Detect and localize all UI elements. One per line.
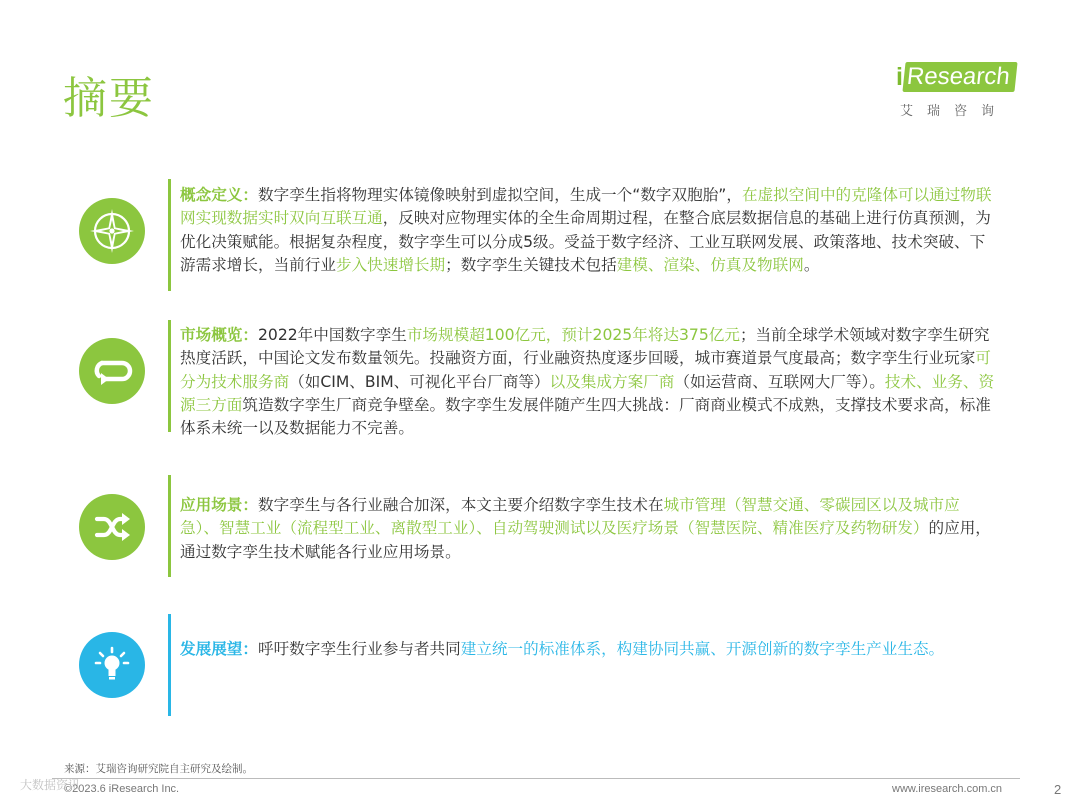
footer-divider (52, 778, 1020, 779)
text-run: 数字孪生与各行业融合加深，本文主要介绍数字孪生技术在 (257, 496, 664, 514)
section-bar (168, 475, 171, 577)
text-run: ；当前全球学术领域对数字孪生研究热度活跃，中国论文发布数量领先。投融资方面，行业融资热度逐步回暖，城市赛道景气度最高；数字孪生行业玩家 (180, 326, 990, 368)
text-run: 2022年中国数字孪生 (257, 326, 407, 344)
text-run: ；数字孪生关键技术包括 (445, 255, 617, 274)
shuffle-icon (79, 494, 145, 560)
website-url: www.iresearch.com.cn (892, 783, 1003, 795)
iresearch-logo (896, 60, 1026, 118)
logo-chinese: 艾瑞咨询 (900, 104, 1009, 119)
section-label: 发展展望： (180, 640, 258, 658)
highlight-run: 以及集成方案厂商 (549, 372, 675, 391)
text-run: 的应用，通过数字孪生技术赋能各行业应用场景。 (180, 519, 991, 561)
highlight-run: 技术、业务、资源三方面 (180, 372, 995, 414)
copyright: ©2023.6 iResearch Inc. (64, 783, 180, 795)
section-text (180, 638, 995, 661)
text-run: （如运营商、互联网大厂等）。 (674, 372, 885, 391)
page-number: 2 (1054, 782, 1062, 797)
text-run: 。 (803, 255, 820, 274)
text-run: （如CIM、BIM、可视化平台厂商等） (289, 372, 550, 391)
text-run: 筑造数字孪生厂商竞争壁垒。数字孪生发展伴随产生四大挑战：厂商商业模式不成熟，支撑技术要求高，标准体系未统一以及数据能力不完善。 (180, 395, 991, 438)
text-run: ，反映对应物理实体的全生命周期过程，在整合底层数据信息的基础上进行仿真预测，为优化决策赋能。根据复杂程度，数字孪生可以分成5级。受益于数字经济、工业互联网发展、政策落地、技术突破、下游需求增长，当前行业 (180, 209, 991, 274)
section-label: 应用场景： (180, 496, 258, 514)
section-text (180, 184, 995, 277)
lightbulb-icon (79, 632, 145, 698)
highlight-run: 城市管理（智慧交通、零碳园区以及城市应急）、智慧工业（流程型工业、离散型工业）、自动驾驶测试以及医疗场景（智慧医院、精准医疗及药物研发） (180, 496, 960, 538)
highlight-run: 建立统一的标准体系，构建协同共赢、开源创新的数字孪生产业生态。 (460, 640, 945, 658)
compass-icon (79, 198, 145, 264)
section-text (180, 324, 995, 440)
logo-word: Research (902, 62, 1017, 92)
section-bar (168, 614, 171, 716)
text-run: 数字孪生指将物理实体镜像映射到虚拟空间，生成一个“数字双胞胎”， (257, 186, 742, 204)
page-title: 摘要 (63, 73, 155, 124)
highlight-run: 步入快速增长期 (335, 255, 446, 274)
section-bar (168, 179, 171, 291)
highlight-run: 可分为技术服务商 (180, 349, 991, 391)
source-note: 来源：艾瑞咨询研究院自主研究及绘制。 (64, 763, 253, 775)
section-text (180, 494, 995, 564)
section-bar (168, 320, 171, 432)
section-label: 概念定义： (180, 186, 258, 204)
logo-i: i (896, 62, 903, 91)
section-label: 市场概览： (180, 326, 258, 344)
watermark: 大数据资讯 (20, 778, 81, 792)
loop-arrow-icon (79, 338, 145, 404)
highlight-run: 市场规模超100亿元，预计2025年将达375亿元 (406, 326, 740, 344)
text-run: 呼吁数字孪生行业参与者共同 (257, 640, 461, 658)
highlight-run: 在虚拟空间中的克隆体可以通过物联网实现数据实时双向互联互通 (180, 186, 992, 228)
highlight-run: 建模、渲染、仿真及物联网 (616, 255, 804, 274)
